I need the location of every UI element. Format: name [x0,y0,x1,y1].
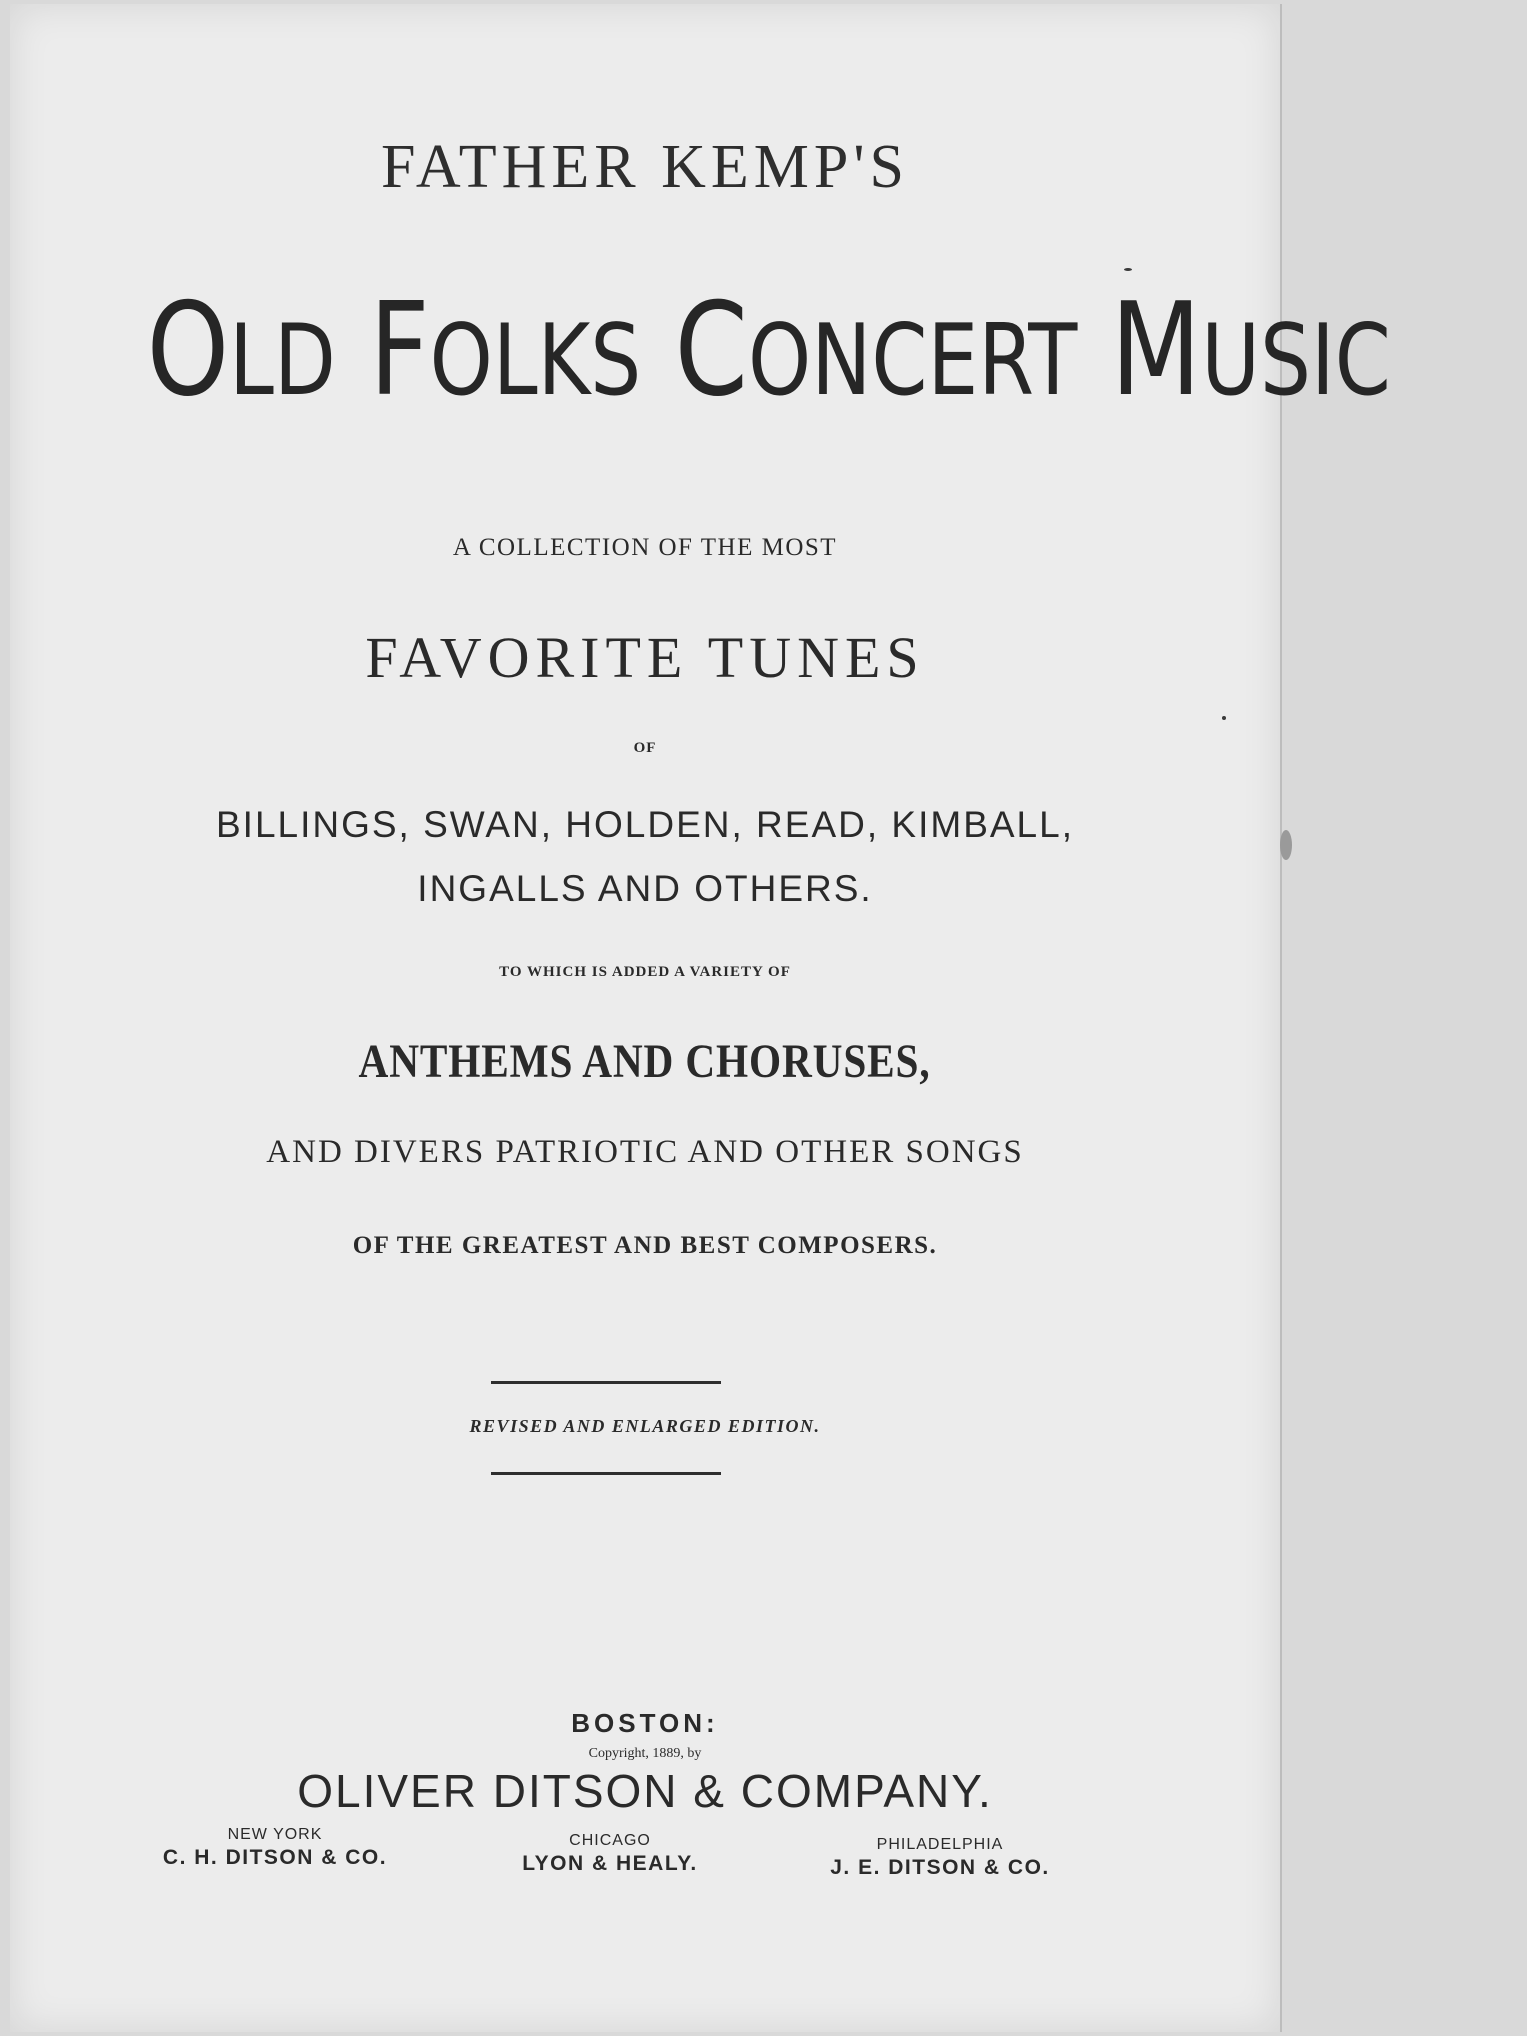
copyright-line: Copyright, 1889, by [588,1746,702,1761]
agent-city: PHILADELPHIA [876,1836,1004,1853]
agent-name: C. H. DITSON & CO. [162,1846,388,1869]
composers-line-2: INGALLS AND OTHERS. [417,868,873,909]
divider-rule-bottom [491,1472,721,1475]
agent-city: NEW YORK [227,1826,323,1843]
publisher-name: OLIVER DITSON & COMPANY. [297,1765,993,1817]
favorite-tunes-heading: FAVORITE TUNES [365,625,925,690]
anthems-text: ANTHEMS AND CHORUSES, [358,1035,931,1088]
edition-line: REVISED AND ENLARGED EDITION. [469,1416,821,1436]
title-word-4: MUSIC [1110,276,1391,425]
agent-name: J. E. DITSON & CO. [830,1856,1050,1879]
of-line: OF [633,740,657,756]
title-word-1: OLD [146,276,336,425]
composers-line-1: BILLINGS, SWAN, HOLDEN, READ, KIMBALL, [215,804,1074,845]
paper-speck [1222,716,1226,720]
main-title [10,276,1391,436]
agent-philadelphia [810,1836,1070,1880]
divider-rule-top [491,1381,721,1384]
title-author-line: FATHER KEMP'S [380,133,910,201]
agent-name: LYON & HEALY. [522,1852,698,1875]
agent-city: CHICAGO [569,1832,651,1849]
agent-new-york [145,1826,405,1870]
paper-speck [1280,830,1292,860]
greatest-line: OF THE GREATEST AND BEST COMPOSERS. [352,1232,938,1259]
imprint-city: BOSTON: [571,1708,719,1738]
title-word-3: CONCERT [674,276,1078,425]
title-page [10,4,1391,2032]
divers-line: AND DIVERS PATRIOTIC AND OTHER SONGS [266,1134,1024,1170]
agent-chicago [490,1832,730,1876]
paper-speck [1124,268,1132,271]
added-line: TO WHICH IS ADDED A VARIETY OF [499,964,791,980]
title-word-2: FOLKS [369,276,642,425]
anthems-heading [10,1034,1280,1089]
collection-line: A COLLECTION OF THE MOST [452,534,838,561]
